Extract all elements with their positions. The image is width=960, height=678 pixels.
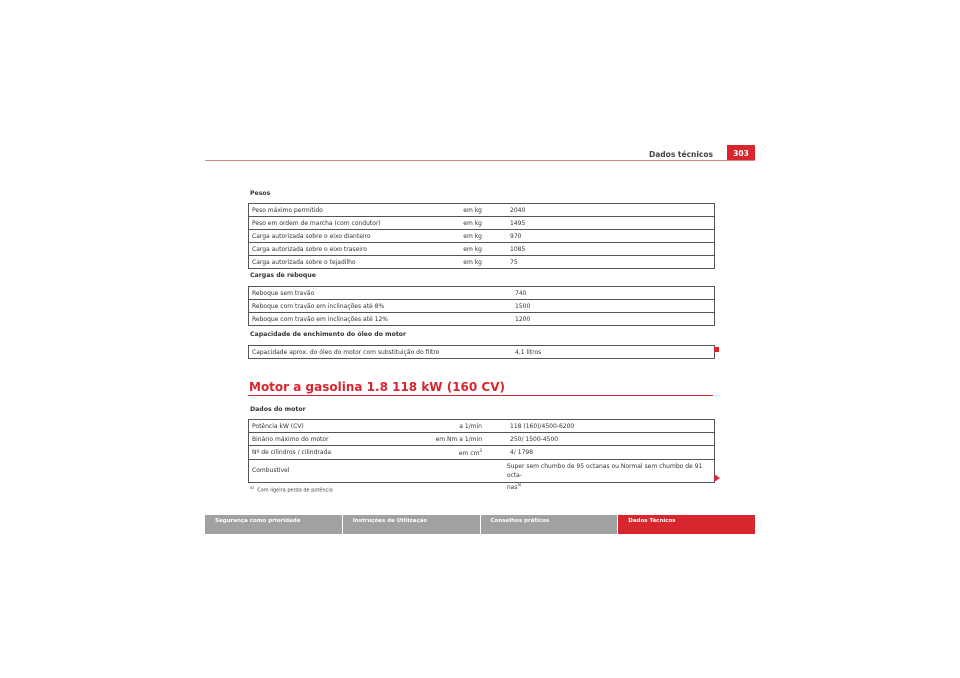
row-label: Nº de cilindros / cilindrada	[252, 449, 332, 456]
table-row	[249, 216, 714, 229]
bottom-nav	[205, 515, 755, 534]
table-row	[249, 204, 714, 216]
motor-heading: Dados do motor	[250, 406, 306, 413]
table-row	[249, 242, 714, 255]
row-label: Peso em ordem de marcha (com condutor)	[252, 219, 381, 227]
end-marker-icon	[714, 347, 719, 352]
continue-arrow-icon	[714, 474, 720, 482]
tab-conselhos[interactable]: Conselhos práticos	[481, 515, 619, 534]
table-row	[249, 420, 714, 432]
row-label: Reboque sem travão	[252, 289, 315, 297]
table-row	[249, 255, 714, 268]
footnote	[250, 485, 333, 494]
row-value: 250/ 1500-4500	[510, 435, 559, 443]
header-rule	[205, 160, 755, 161]
table-row	[249, 312, 714, 325]
pesos-heading: Pesos	[250, 190, 271, 197]
row-value: 970	[510, 232, 522, 240]
oleo-table	[248, 345, 715, 359]
row-label: Reboque com travão em inclinações até 8%	[252, 302, 385, 310]
row-label: Carga autorizada sobre o eixo traseiro	[252, 245, 367, 253]
table-row	[249, 287, 714, 299]
row-value: 2040	[510, 206, 526, 214]
row-label: Binário máximo do motor	[252, 435, 329, 443]
unit-superscript: 3	[479, 448, 482, 453]
row-unit: em kg	[463, 219, 482, 227]
row-label: Potência kW (CV)	[252, 422, 304, 430]
row-value: 1200	[515, 315, 531, 323]
row-value: 118 (160)/4500-6200	[510, 422, 575, 430]
cargas-heading: Cargas de reboque	[250, 272, 316, 279]
row-unit	[412, 448, 485, 457]
table-row	[249, 445, 714, 459]
table-row	[249, 299, 714, 312]
row-label: Peso máximo permitido	[252, 206, 323, 214]
row-label: Carga autorizada sobre o eixo dianteiro	[252, 232, 371, 240]
table-row	[249, 346, 714, 358]
row-label: Reboque com travão em inclinações até 12%	[252, 315, 388, 323]
footnote-marker: a)	[250, 485, 255, 490]
page-number: 303	[727, 145, 755, 160]
row-value	[482, 460, 714, 492]
title-rule	[248, 395, 713, 396]
tab-dados-tecnicos[interactable]: Dados Técnicos	[618, 515, 755, 534]
pesos-table	[248, 203, 715, 269]
row-unit: em kg	[463, 206, 482, 214]
row-value: 4,1 litros	[515, 348, 542, 356]
cargas-table	[248, 286, 715, 326]
unit-text: em cm	[458, 450, 480, 457]
row-unit: em kg	[463, 245, 482, 253]
row-value: 1085	[510, 245, 526, 253]
value-superscript: a)	[517, 482, 522, 487]
motor-title: Motor a gasolina 1.8 118 kW (160 CV)	[249, 380, 506, 394]
row-label: Carga autorizada sobre o tejadilho	[252, 258, 356, 266]
footnote-text: Com ligeira perda de potência	[257, 487, 333, 494]
row-unit: em Nm a 1/min	[435, 435, 482, 443]
value-line-1: Super sem chumbo de 95 octanas ou Normal sem chumbo de 91 octa-	[506, 463, 703, 479]
tab-instrucoes[interactable]: Instruções de Utilização	[343, 515, 481, 534]
table-row	[249, 432, 714, 445]
row-label: Combustível	[252, 467, 290, 474]
page-header-title: Dados técnicos	[649, 150, 713, 159]
row-value: 740	[515, 289, 527, 297]
row-value: 75	[510, 258, 518, 266]
tab-seguranca[interactable]: Segurança como prioridade	[205, 515, 343, 534]
value-line-2: nas	[506, 484, 518, 491]
row-unit: a 1/min	[459, 422, 482, 430]
row-value: 4/ 1798	[510, 449, 534, 456]
row-value: 1495	[510, 219, 526, 227]
row-label: Capacidade aprox. do óleo do motor com substituição do filtro	[252, 348, 440, 356]
row-value: 1500	[515, 302, 531, 310]
oleo-heading: Capacidade de enchimento do óleo do motor	[250, 331, 407, 338]
row-unit: em kg	[463, 258, 482, 266]
row-unit: em kg	[463, 232, 482, 240]
table-row	[249, 229, 714, 242]
